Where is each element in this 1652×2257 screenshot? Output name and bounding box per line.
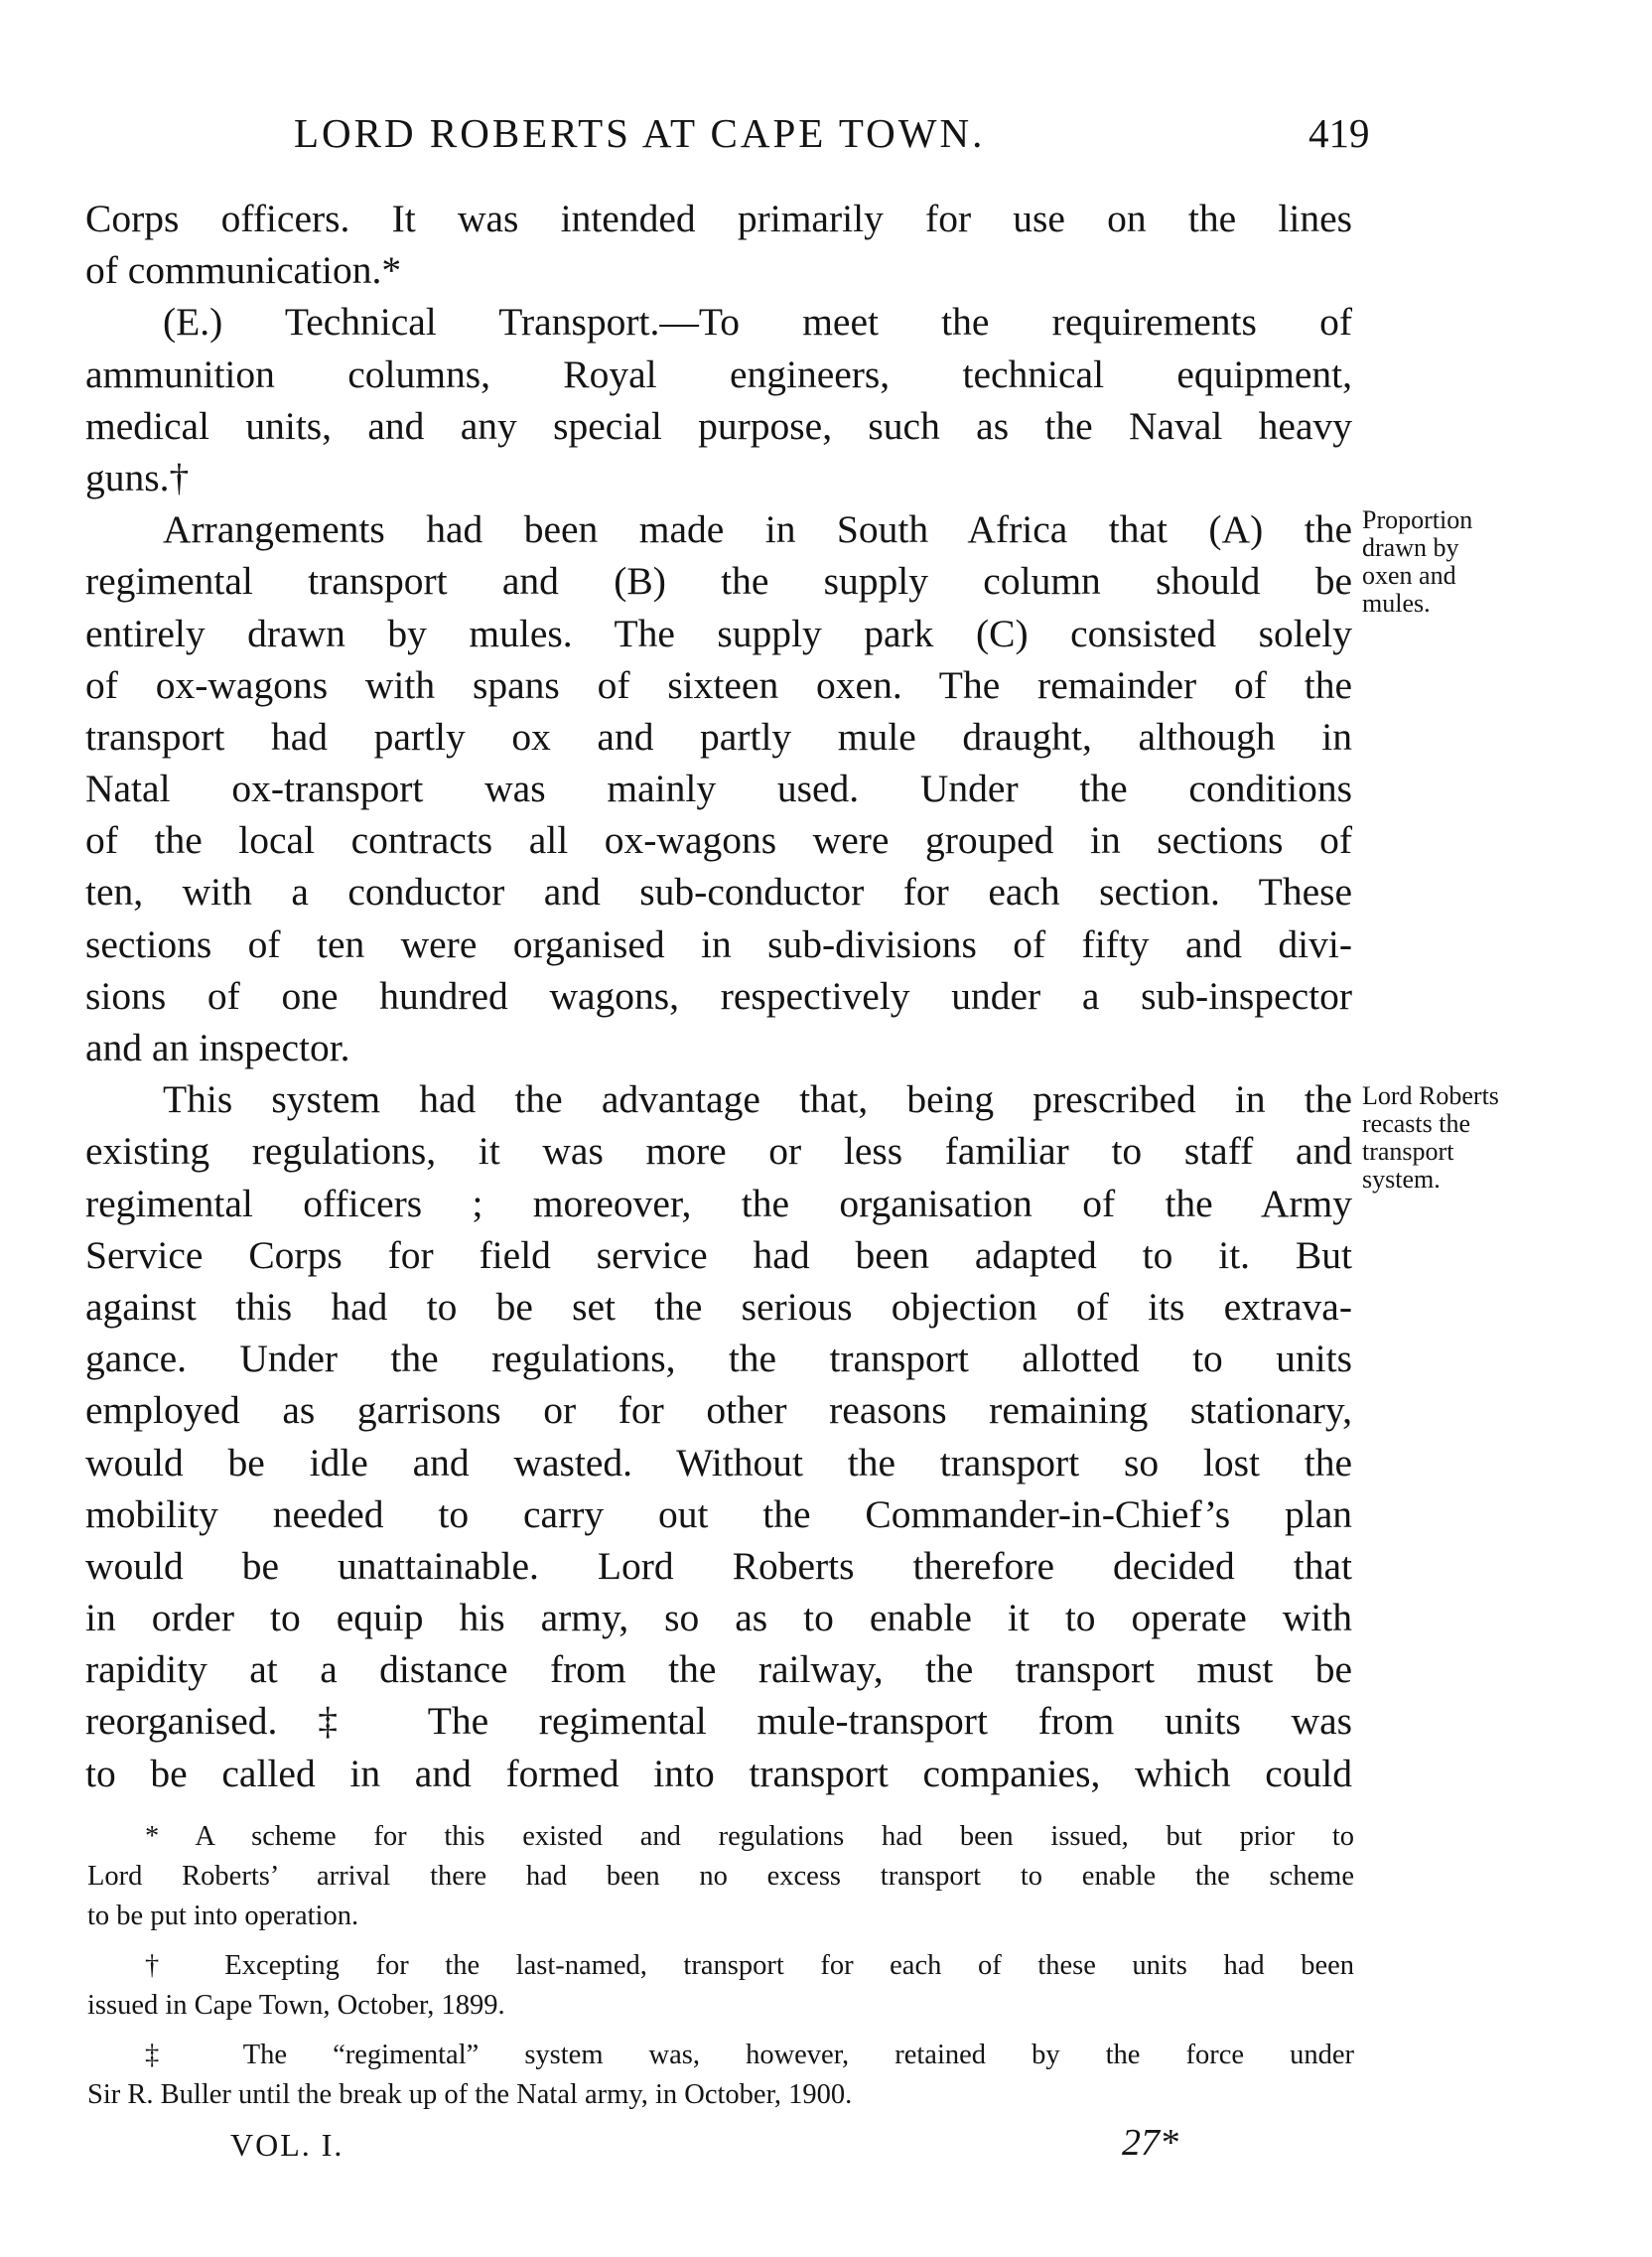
body-line: reorganised.‡ The regimental mule-transport from units was <box>85 1699 1352 1744</box>
body-line: mobility needed to carry out the Commander-in-Chief’s plan <box>85 1491 1352 1536</box>
body-line: medical units, and any special purpose, such as the Naval heavy <box>85 403 1352 448</box>
page-number: 419 <box>1308 110 1370 156</box>
footnote-line: * A scheme for this existed and regulations had been issued, but prior to <box>145 1821 1354 1852</box>
footnote-line: ‡ The “regimental” system was, however, retained by the force under <box>145 2040 1354 2070</box>
body-line: Arrangements had been made in South Africa that (A) the <box>163 507 1352 552</box>
body-line: Corps officers. It was intended primarily for use on the lines <box>85 197 1352 240</box>
footnote-line: Lord Roberts’ arrival there had been no excess transport to enable the scheme <box>87 1861 1354 1892</box>
margin-note-line: Lord Roberts <box>1362 1081 1499 1110</box>
body-line: of communication.* <box>85 248 402 293</box>
footnotes <box>87 1817 1354 2115</box>
body-line: This system had the advantage that, being prescribed in the <box>163 1077 1352 1122</box>
footnote-line: to be put into operation. <box>87 1901 359 1931</box>
body-line: in order to equip his army, so as to enable it to operate with <box>85 1596 1352 1640</box>
footnote-line: issued in Cape Town, October, 1899. <box>87 1990 505 2021</box>
body-line: ten, with a conductor and sub-conductor for each section. These <box>85 870 1352 915</box>
body-line: would be idle and wasted. Without the transport so lost the <box>85 1440 1352 1484</box>
margin-note-line: drawn by <box>1362 533 1459 562</box>
body-line: transport had partly ox and partly mule draught, although in <box>85 714 1352 759</box>
margin-note-line: Proportion <box>1362 505 1473 534</box>
footnote-line: Sir R. Buller until the break up of the Natal army, in October, 1900. <box>87 2079 853 2110</box>
body-line: sections of ten were organised in sub-divisions of fifty and divi- <box>85 921 1352 966</box>
body-line: against this had to be set the serious objection of its extrava- <box>85 1284 1352 1329</box>
body-line: rapidity at a distance from the railway, the transport must be <box>85 1647 1352 1692</box>
body-line: to be called in and formed into transport companies, which could <box>85 1751 1352 1795</box>
body-line: employed as garrisons or for other reasons remaining stationary, <box>85 1388 1352 1433</box>
body-line: would be unattainable. Lord Roberts therefore decided that <box>85 1543 1352 1588</box>
footnote-line: † Excepting for the last-named, transport for each of these units had been <box>145 1950 1354 1981</box>
margin-note-line: system. <box>1362 1165 1441 1194</box>
body-line: existing regulations, it was more or less familiar to staff and <box>85 1129 1352 1174</box>
margin-note-line: mules. <box>1362 589 1431 618</box>
body-line: regimental transport and (B) the supply column should be <box>85 559 1352 604</box>
body-line: (E.) Technical Transport.—To meet the requirements of <box>163 300 1352 345</box>
signature-mark: 27* <box>1122 2122 1178 2164</box>
body-line: of the local contracts all ox-wagons were grouped in sections of <box>85 818 1352 863</box>
body-line: Service Corps for field service had been adapted to it. But <box>85 1232 1352 1277</box>
body-line: sions of one hundred wagons, respectively under a sub-inspector <box>85 973 1352 1018</box>
body-line: Natal ox-transport was mainly used. Under the conditions <box>85 767 1352 811</box>
body-line: ammunition columns, Royal engineers, technical equipment, <box>85 352 1352 396</box>
body-line: gance. Under the regulations, the transport allotted to units <box>85 1337 1352 1381</box>
footnote-gap <box>87 2026 1354 2036</box>
margin-note-line: transport <box>1362 1137 1454 1166</box>
body-line: entirely drawn by mules. The supply park (C) consisted solely <box>85 611 1352 655</box>
margin-note-line: oxen and <box>1362 561 1456 590</box>
body-line: of ox-wagons with spans of sixteen oxen. The remainder of the <box>85 662 1352 707</box>
footnote-gap <box>87 1936 1354 1946</box>
volume-label: VOL. I. <box>230 2127 344 2163</box>
body-line: and an inspector. <box>85 1026 350 1069</box>
body-line: guns.† <box>85 455 190 499</box>
margin-note-lord-roberts <box>1362 1082 1561 1194</box>
body-text <box>85 193 1352 1799</box>
margin-note-proportion <box>1362 506 1561 618</box>
running-title: LORD ROBERTS AT CAPE TOWN. <box>294 110 986 156</box>
body-line: regimental officers ; moreover, the organisation of the Army <box>85 1181 1352 1225</box>
margin-note-line: recasts the <box>1362 1109 1471 1138</box>
